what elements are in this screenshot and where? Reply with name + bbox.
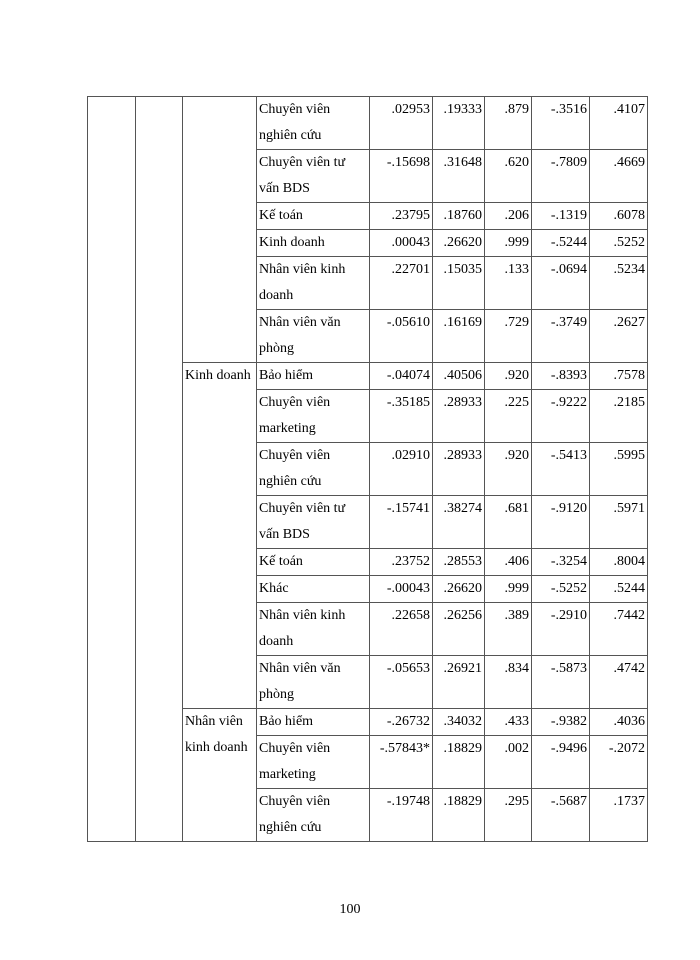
value-cell: -.9222: [532, 390, 590, 443]
value-cell: -.15741: [370, 496, 433, 549]
value-cell: -.2072: [590, 736, 648, 789]
value-cell: .389: [485, 603, 532, 656]
value-cell: .920: [485, 443, 532, 496]
value-cell: -.04074: [370, 363, 433, 390]
value-cell: -.9120: [532, 496, 590, 549]
value-cell: -.35185: [370, 390, 433, 443]
value-cell: .26921: [433, 656, 485, 709]
job-label-cell: Bảo hiểm: [257, 709, 370, 736]
value-cell: -.26732: [370, 709, 433, 736]
value-cell: .18829: [433, 789, 485, 842]
value-cell: .5234: [590, 257, 648, 310]
page-number: 100: [339, 902, 361, 917]
value-cell: .834: [485, 656, 532, 709]
value-cell: -.9496: [532, 736, 590, 789]
value-cell: .22658: [370, 603, 433, 656]
value-cell: .02953: [370, 97, 433, 150]
value-cell: .879: [485, 97, 532, 150]
value-cell: -.00043: [370, 576, 433, 603]
value-cell: .26620: [433, 576, 485, 603]
job-label-cell: Kế toán: [257, 549, 370, 576]
job-label-cell: Chuyên viên tư vấn BDS: [257, 150, 370, 203]
value-cell: .1737: [590, 789, 648, 842]
value-cell: .19333: [433, 97, 485, 150]
value-cell: -.19748: [370, 789, 433, 842]
job-label-cell: Khác: [257, 576, 370, 603]
value-cell: -.2910: [532, 603, 590, 656]
blank-col-2: [136, 97, 183, 842]
value-cell: .7578: [590, 363, 648, 390]
value-cell: -.15698: [370, 150, 433, 203]
value-cell: -.5873: [532, 656, 590, 709]
job-label-cell: Chuyên viên marketing: [257, 390, 370, 443]
value-cell: .7442: [590, 603, 648, 656]
job-label-cell: Chuyên viên nghiên cứu: [257, 443, 370, 496]
value-cell: .23752: [370, 549, 433, 576]
value-cell: -.3254: [532, 549, 590, 576]
value-cell: .31648: [433, 150, 485, 203]
value-cell: .620: [485, 150, 532, 203]
post-hoc-comparison-table: [87, 96, 648, 842]
value-cell: .5252: [590, 230, 648, 257]
value-cell: -.3516: [532, 97, 590, 150]
value-cell: .681: [485, 496, 532, 549]
value-cell: -.05610: [370, 310, 433, 363]
value-cell: .2627: [590, 310, 648, 363]
value-cell: -.5687: [532, 789, 590, 842]
value-cell: .23795: [370, 203, 433, 230]
value-cell: .225: [485, 390, 532, 443]
value-cell: .4036: [590, 709, 648, 736]
value-cell: .00043: [370, 230, 433, 257]
value-cell: -.0694: [532, 257, 590, 310]
value-cell: .18829: [433, 736, 485, 789]
value-cell: .2185: [590, 390, 648, 443]
job-label-cell: Chuyên viên tư vấn BDS: [257, 496, 370, 549]
value-cell: .28933: [433, 390, 485, 443]
value-cell: .4107: [590, 97, 648, 150]
job-label-cell: Nhân viên văn phòng: [257, 656, 370, 709]
group-label-cell: Nhân viên kinh doanh: [183, 709, 257, 842]
value-cell: -.57843*: [370, 736, 433, 789]
group-label-cell: Kinh doanh: [183, 363, 257, 709]
value-cell: -.1319: [532, 203, 590, 230]
value-cell: .406: [485, 549, 532, 576]
value-cell: .5971: [590, 496, 648, 549]
job-label-cell: Nhân viên kinh doanh: [257, 603, 370, 656]
value-cell: .206: [485, 203, 532, 230]
value-cell: .26256: [433, 603, 485, 656]
value-cell: .5244: [590, 576, 648, 603]
value-cell: .8004: [590, 549, 648, 576]
value-cell: -.05653: [370, 656, 433, 709]
value-cell: .999: [485, 230, 532, 257]
job-label-cell: Nhân viên kinh doanh: [257, 257, 370, 310]
value-cell: -.8393: [532, 363, 590, 390]
value-cell: -.7809: [532, 150, 590, 203]
blank-col-1: [88, 97, 136, 842]
value-cell: .6078: [590, 203, 648, 230]
job-label-cell: Nhân viên văn phòng: [257, 310, 370, 363]
value-cell: -.5244: [532, 230, 590, 257]
job-label-cell: Kế toán: [257, 203, 370, 230]
value-cell: .16169: [433, 310, 485, 363]
value-cell: -.5413: [532, 443, 590, 496]
value-cell: .999: [485, 576, 532, 603]
value-cell: -.3749: [532, 310, 590, 363]
value-cell: .920: [485, 363, 532, 390]
job-label-cell: Chuyên viên nghiên cứu: [257, 97, 370, 150]
job-label-cell: Chuyên viên marketing: [257, 736, 370, 789]
value-cell: .5995: [590, 443, 648, 496]
value-cell: .4742: [590, 656, 648, 709]
value-cell: .02910: [370, 443, 433, 496]
value-cell: .28933: [433, 443, 485, 496]
value-cell: .18760: [433, 203, 485, 230]
value-cell: .28553: [433, 549, 485, 576]
job-label-cell: Chuyên viên nghiên cứu: [257, 789, 370, 842]
value-cell: .15035: [433, 257, 485, 310]
value-cell: -.5252: [532, 576, 590, 603]
value-cell: .133: [485, 257, 532, 310]
value-cell: .002: [485, 736, 532, 789]
value-cell: -.9382: [532, 709, 590, 736]
value-cell: .433: [485, 709, 532, 736]
job-label-cell: Kinh doanh: [257, 230, 370, 257]
value-cell: .26620: [433, 230, 485, 257]
value-cell: .40506: [433, 363, 485, 390]
group-label-cell: [183, 97, 257, 363]
value-cell: .34032: [433, 709, 485, 736]
value-cell: .729: [485, 310, 532, 363]
value-cell: .295: [485, 789, 532, 842]
value-cell: .22701: [370, 257, 433, 310]
value-cell: .4669: [590, 150, 648, 203]
table-row: [88, 97, 648, 150]
job-label-cell: Bảo hiểm: [257, 363, 370, 390]
value-cell: .38274: [433, 496, 485, 549]
